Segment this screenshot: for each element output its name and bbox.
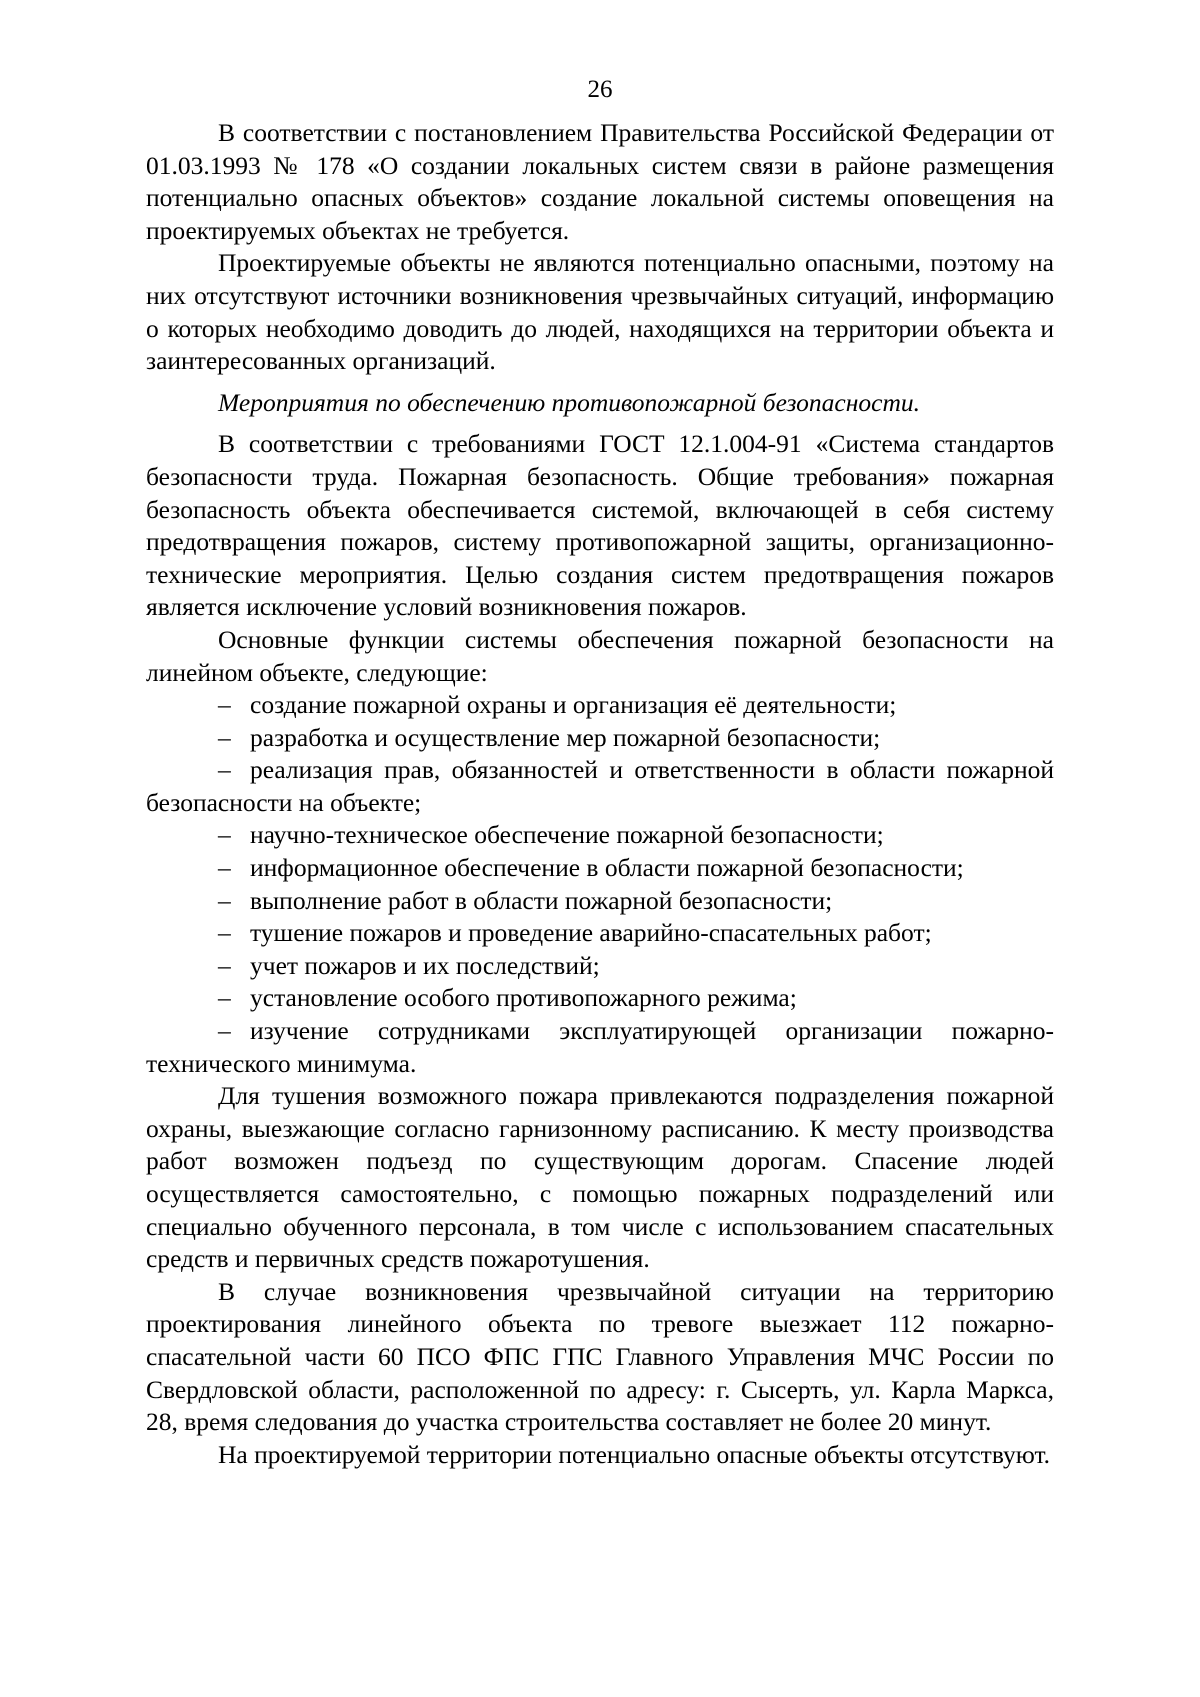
- list-item-text: тушение пожаров и проведение аварийно-спасательных работ;: [250, 918, 932, 948]
- paragraph-emergency-response: В случае возникновения чрезвычайной ситуации на территорию проектирования линейного объекта по тревоге выезжает 112 пожарно-спасательной части 60 ПСО ФПС ГПС Главного Управления МЧС России по Свердловской области, расположенной по адресу: г. Сысерть, ул. Карла Маркса, 28, время следования до участка строительства составляет не более 20 минут.: [146, 1276, 1054, 1437]
- dash-bullet: –: [218, 918, 231, 948]
- list-item-text: научно-техническое обеспечение пожарной безопасности;: [250, 820, 884, 850]
- dash-bullet: –: [218, 983, 231, 1013]
- list-item-text: учет пожаров и их последствий;: [250, 950, 600, 980]
- list-item-text: информационное обеспечение в области пожарной безопасности;: [250, 853, 964, 883]
- dash-bullet: –: [218, 885, 231, 915]
- list-item: [146, 982, 1054, 1015]
- list-item: [146, 689, 1054, 722]
- list-item: [146, 754, 1054, 819]
- dash-bullet: –: [218, 820, 231, 850]
- list-item: [146, 1015, 1054, 1080]
- list-item-text: установление особого противопожарного режима;: [250, 983, 797, 1013]
- list-item: [146, 917, 1054, 950]
- list-item-text: создание пожарной охраны и организация её деятельности;: [250, 690, 897, 720]
- dash-bullet: –: [218, 1016, 231, 1046]
- dash-bullet: –: [218, 853, 231, 883]
- paragraph-hazard-sources: Проектируемые объекты не являются потенциально опасными, поэтому на них отсутствуют источники возникновения чрезвычайных ситуаций, информацию о которых необходимо доводить до людей, находящихся на территории объекта и заинтересованных организаций.: [146, 248, 1054, 376]
- list-item-text: выполнение работ в области пожарной безопасности;: [250, 885, 833, 915]
- list-item: [146, 852, 1054, 885]
- paragraph-notification-system: В соответствии с постановлением Правительства Российской Федерации от 01.03.1993 № 178 «О создании локальных систем связи в районе размещения потенциально опасных объектов» создание локальной системы оповещения на проектируемых объектах не требуется.: [146, 118, 1054, 245]
- list-item: [146, 722, 1054, 755]
- page-number: 26: [587, 76, 613, 103]
- paragraph-main-functions: Основные функции системы обеспечения пожарной безопасности на линейном объекте, следующие:: [146, 624, 1054, 687]
- list-item-text: изучение сотрудниками эксплуатирующей организации пожарно-технического минимума.: [146, 1016, 1054, 1078]
- list-item-text: разработка и осуществление мер пожарной безопасности;: [250, 722, 881, 752]
- list-item: [146, 950, 1054, 983]
- list-item: [146, 885, 1054, 918]
- dash-bullet: –: [218, 755, 231, 785]
- paragraph-firefighting: Для тушения возможного пожара привлекаются подразделения пожарной охраны, выезжающие согласно гарнизонному расписанию. К месту производства работ возможен подъезд по существующим дорогам. Спасение людей осуществляется самостоятельно, с помощью пожарных подразделений или специально обученного персонала, в том числе с использованием спасательных средств и первичных средств пожаротушения.: [146, 1081, 1054, 1274]
- list-item: [146, 819, 1054, 852]
- paragraph-gost-requirements: В соответствии с требованиями ГОСТ 12.1.004-91 «Система стандартов безопасности труда. Пожарная безопасность. Общие требования» пожарная безопасность объекта обеспечивается системой, включающей в себя систему предотвращения пожаров, систему противопожарной защиты, организационно-технические мероприятия. Целью создания систем предотвращения пожаров является исключение условий возникновения пожаров.: [146, 429, 1054, 622]
- dash-bullet: –: [218, 950, 231, 980]
- section-heading-fire-safety: Мероприятия по обеспечению противопожарной безопасности.: [218, 387, 920, 417]
- paragraph-no-hazardous-objects: На проектируемой территории потенциально опасные объекты отсутствуют.: [218, 1439, 1051, 1469]
- document-body: [146, 117, 1054, 1471]
- dash-bullet: –: [218, 722, 231, 752]
- dash-bullet: –: [218, 690, 231, 720]
- list-item-text: реализация прав, обязанностей и ответственности в области пожарной безопасности на объекте;: [146, 755, 1054, 817]
